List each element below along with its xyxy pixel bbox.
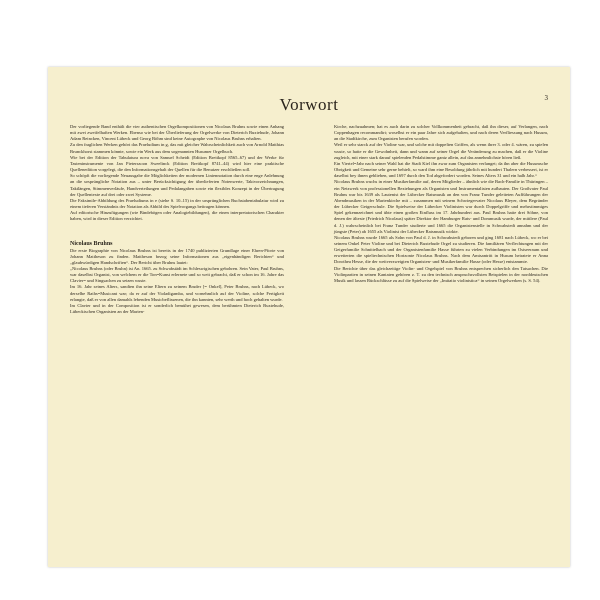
page-number: 3 <box>544 94 548 102</box>
body-paragraph: Ein Viertel=Jahr nach seiner Wahl hat die Stadt Kiel ihn zwar zum Organisten verlanget; da ihn aber die Husumsche Obrigkeit und Gemeine sehr gerne behielt, so ward ihm eine Besoldung jährlich mit hundert Thalern verbessert, ist er daselbst bey ihnen geblieben, und 1697 durch den Tod abgefordert worden. Seines Alters 31 und ein halb Jahr.“ <box>334 160 548 179</box>
section-paragraph: Die erste Biographie von Nicolaus Bruhns ist bereits in der 1740 publizierten Grundlage einer Ehren-Pforte von Johann Mattheson zu finden. Mattheson bezog seine Informationen aus „eigenhändigen Berichten“ und „glaubwürdigen Handschriften“. Der Bericht über Bruhns lautet: <box>70 247 284 265</box>
intro-paragraph: Die Faksimile-Abbildung des Praeludiums in e (siehe S. 10–15) in der ursprünglichen Buchstabentabulatur wird zu einem tieferen Verständnis der Notation als Abbild des Spielvorgangs beitragen können. <box>70 197 284 210</box>
section-paragraph: Im Clavier und in der Composition ist er sonderlich bemühet gewesen, dem berühmten Dieterich Buxtehude, Lübeckischen Organisten an der Marien- <box>70 302 284 315</box>
right-column <box>334 124 548 284</box>
body-paragraph: Nicolaus Bruhns wurde 1665 als Sohn von Paul d. J. in Schwabstedt geboren und ging 1681 nach Lübeck, wo er bei seinem Onkel Peter Violine und bei Dieterich Buxtehude Orgel zu studieren. Die familiären Verflechtungen mit der Geigerfamilie Schnittelbach und der Organistenfamilie Hasse führten zu vielen Verbindungen im Ostseeraum und erweiterten die spieltechnischen Horizonte Nicolaus Bruhns. Nach dem Amtsantritt in Husum heiratete er Anna Dorothea Hesse, die der weitverzweigten Organisten- und Musikerfamilie Hasse (oder Hesse) entstammte. <box>334 234 548 265</box>
intro-paragraph: Der vorliegende Band enthält die vier authentischen Orgelkompositionen von Nicolaus Bruhns sowie einen Anhang mit zwei zweifelhaften Werken. Ebenso wie bei der Überlieferung der Orgelwerke von Dieterich Buxtehude, Johann Adam Reincken, Vincent Lübeck und Georg Böhm sind keine Autographe von Nicolaus Bruhns erhalten. <box>70 124 284 142</box>
intro-paragraph: Wie bei der Edition der Tabulatura nova von Samuel Scheidt (Edition Breitkopf 8565–67) und der Werke für Tasteninstrumente von Jan Pieterszoon Sweelinck (Edition Breitkopf 8741–44) wird hier eine praktische Quellenedition vorgelegt, die den Informationsgehalt der Quellen für die Benutzer erschließen soll. <box>70 154 284 173</box>
body-paragraph: Nicolaus Bruhns wuchs in einer Musikerfamilie auf, deren Mitglieder – ähnlich wie die Bach-Familie in Thüringen – ein Netzwerk von professionellen Beziehungen als Organisten und Instrumentalisten aufbauten. Der Großvater Paul Bruhns war bis 1639 als Lautenist der Lübecker Ratsmusik an den von Franz Tunder geleiteten Aufführungen der Abendmusiken in der Marienkirche mit – zusammen mit seinem Schwiegervater Nicolaus Bleyer, dem Begründer der Lübecker Geigerschule. Die Spielweise der Lübecker Violinisten war durch Doppelgriffe und mehrstimmiges Spiel gekennzeichnet und übte einen großen Einfluss im 17. Jahrhundert aus. Paul Bruhns hatte drei Söhne, von denen der älteste (Friedrich Nicolaus) später Direktor der Hamburger Rats- und Dommusik wurde, der mittlere (Paul d. J.) wahrscheinlich bei Franz Tunder studierte und 1665 die Organistenstelle in Schwabstedt annahm und der jüngste (Peter) ab 1655 als Violinist der Lübecker Ratsmusik wirkte. <box>334 179 548 234</box>
section-paragraph: Im 16. Jahr seines Alters, sandten ihn seine Eltern zu seinem Bruder [= Onkel], Peter Bruhns, nach Lübeck, wo derselbe Raths=Musicant war; da er auf der Violadigamba, und vornehmlich auf der Violine, solche Fertigkeit erlangte, daß er von allen damahls lebenden Musicbeflissenen, die ihn kannten, sehr werth und hoch gehalten wurde. <box>70 284 284 302</box>
section-paragraph: „Nicolaus Bruhns (oder Bruhn) ist An. 1665. zu Schwabstädt im Schleswigischen gebohren. Sein Vater, Paul Bruhns, war daselbst Organist, von welchem er die Ton=Kunst erlernete und so weit gebracht, daß er schon im 16. Jahre das Clavier= und Singsachen zu setzen wuste. <box>70 265 284 284</box>
section-heading: Nicolaus Bruhns <box>70 240 113 247</box>
left-column <box>70 124 284 315</box>
intro-paragraph: So schöpft die vorliegende Neuausgabe die Möglichkeiten der modernen Liniennotation durch eine enge Anlehnung an die ursprüngliche Notation aus – unter Berücksichtigung der überlieferten Notenwerte, Taktvorzeichnungen, Taktlängen, Stimmenverläufe, Handverteilungen und Pedalangaben sowie ein flexibles Konzept in der Übertragung der Quellentexte auf drei oder zwei Systeme. <box>70 173 284 197</box>
intro-paragraph: Zu den fraglichen Werken gehört das Praeludium in g, das mit gleicher Wahrscheinlichkeit auch von Arnold Matthias Brunckhorst stammen könnte, sowie ein Werk aus dem sogenannten Husumer Orgelbuch. <box>70 142 284 154</box>
body-paragraph: Weil er sehr starck auf der Violine war, und solche mit doppelten Griffen, als wenn ihrer 3. oder 4. wären, zu spielen wuste, so hatte er die Gewohnheit, dann und wann auf seiner Orgel die Veränderung zu machen, daß er die Violine zugleich, mit einer stark darauf spielenden Pedalstimme gantz allein, auf das annehmlichste hören ließ. <box>334 142 548 160</box>
page-title: Vorwort <box>279 95 339 114</box>
body-paragraph: Kirche, nachzuahmen; hat es auch darin zu solcher Vollkommenheit gebracht, daß ihn dieser, auf Verlangen, nach Coppenhagen recommandirt; woselbst er ein paar Jahre sich aufgehalten, und nach deren Verfliessung nach Husum, an die Stadtkirche, zum Organisten berufen worden. <box>334 124 548 142</box>
body-paragraph: Die Berichte über das gleichzeitige Violin- und Orgelspiel von Bruhns entsprechen sicherlich den Tatsachen. Die Violinpartien in seinen Kantaten gehören z. T. zu den technisch anspruchsvollsten Beispielen in der norddeutschen Musik und lassen Rückschlüsse zu auf die Spielweise der „Imitatio violinistica“ in seinen Orgelwerken (s. S. 54). <box>334 265 548 283</box>
intro-paragraph: Auf editorische Hinzufügungen (wie Bindebögen oder Analogiebildungen), die einen interpretatorischen Charakter haben, wird in dieser Edition verzichtet. <box>70 210 284 222</box>
document-page <box>48 67 570 567</box>
